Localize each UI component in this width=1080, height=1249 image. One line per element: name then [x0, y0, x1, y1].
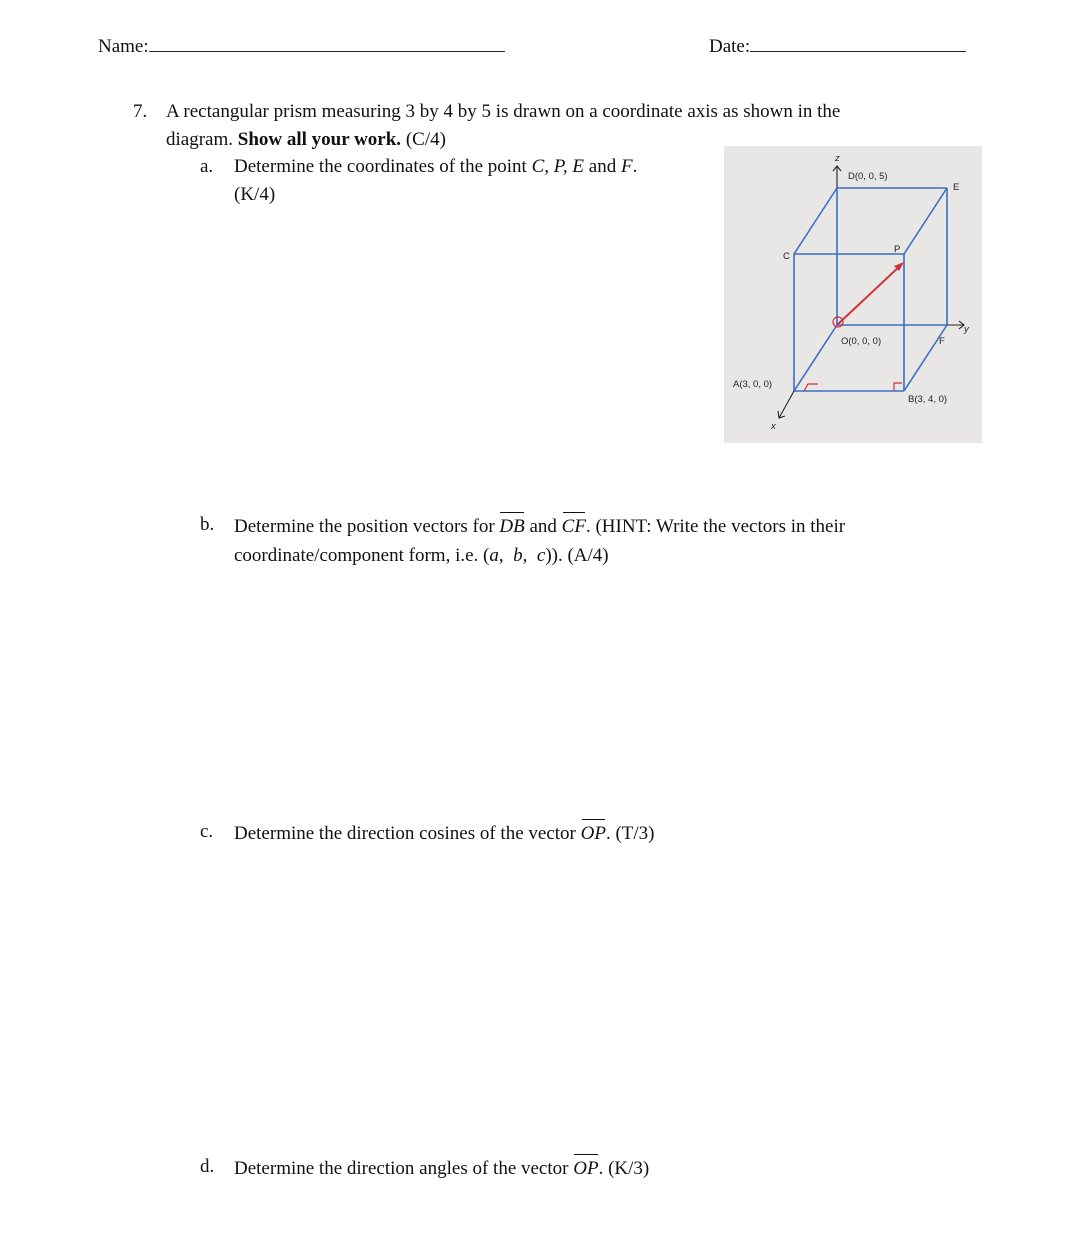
- prism-edges: [794, 188, 947, 391]
- intro-show-work: Show all your work.: [237, 129, 402, 150]
- part-c-letter: c.: [200, 821, 214, 842]
- date-label: Date:: [709, 36, 751, 57]
- part-b-line2-end: ). (A/4): [551, 545, 609, 566]
- part-b-line2: coordinate/component form, i.e. (a, b, c)). (A/4): [234, 545, 609, 566]
- prism-diagram: [724, 146, 982, 443]
- name-field: [98, 33, 505, 58]
- edge-E-P: [904, 188, 947, 254]
- part-b-and: and: [529, 516, 557, 537]
- label-O: O(0, 0, 0): [841, 336, 882, 347]
- part-a-letter: a.: [200, 156, 214, 177]
- part-b-letter: b.: [200, 514, 215, 535]
- part-a-marks: (K/4): [234, 184, 276, 205]
- vector-OP-line: [837, 265, 901, 325]
- part-b-form-b: b: [513, 545, 523, 566]
- label-z: z: [835, 153, 840, 164]
- part-d-text: [234, 1156, 649, 1180]
- part-c-text: [234, 821, 655, 845]
- part-b-form-a: a: [489, 545, 499, 566]
- label-x: x: [771, 421, 776, 432]
- label-C: C: [783, 251, 790, 262]
- part-b-line1: [234, 514, 845, 538]
- part-d-marks: . (K/3): [598, 1158, 650, 1179]
- right-angle-A: [804, 384, 818, 391]
- label-D: D(0, 0, 5): [848, 171, 888, 182]
- part-b-form-open: (: [483, 545, 490, 566]
- vector-DB: DB: [499, 516, 525, 537]
- part-a-text: [234, 156, 637, 178]
- label-B: B(3, 4, 0): [908, 394, 948, 405]
- edge-O-A: [794, 325, 837, 391]
- date-field: [709, 33, 966, 58]
- name-label: Name:: [98, 36, 149, 57]
- intro-marks: (C/4): [405, 129, 446, 150]
- label-E: E: [953, 182, 960, 193]
- part-b-text-start: Determine the position vectors for: [234, 516, 495, 537]
- part-c-marks: . (T/3): [605, 823, 655, 844]
- part-c-prompt: Determine the direction cosines of the vector: [234, 823, 576, 844]
- part-a-and: and: [588, 156, 617, 177]
- part-d-letter: d.: [200, 1156, 215, 1177]
- right-angle-B: [894, 383, 902, 391]
- question-intro-line1: A rectangular prism measuring 3 by 4 by 5 is drawn on a coordinate axis as shown in the: [166, 101, 841, 122]
- part-d-prompt: Determine the direction angles of the vector: [234, 1158, 569, 1179]
- part-a-text-start: Determine the coordinates of the point: [234, 156, 527, 177]
- x-axis-line: [779, 391, 794, 418]
- prism-diagram-svg: [724, 146, 982, 443]
- part-b-form-c: c: [536, 545, 546, 566]
- vector-OP-c: OP: [580, 823, 606, 844]
- label-y: y: [964, 324, 969, 335]
- part-b-line2-start: coordinate/component form, i.e.: [234, 545, 479, 566]
- intro-diagram-word: diagram.: [166, 129, 234, 150]
- vector-OP-d: OP: [573, 1158, 599, 1179]
- label-P: P: [894, 244, 901, 255]
- part-a-period: .: [632, 156, 638, 177]
- part-a-point-last: F: [620, 156, 633, 177]
- edge-B-F: [904, 325, 947, 391]
- question-intro-line2: [166, 129, 446, 151]
- vector-CF: CF: [561, 516, 586, 537]
- name-blank-line[interactable]: [149, 33, 505, 52]
- label-F: F: [939, 336, 945, 347]
- part-a-points: C, P, E: [531, 156, 585, 177]
- part-b-form-close: ): [545, 545, 552, 566]
- part-b-hint: . (HINT: Write the vectors in their: [585, 516, 846, 537]
- label-A: A(3, 0, 0): [733, 379, 773, 390]
- edge-D-C: [794, 188, 837, 254]
- date-blank-line[interactable]: [750, 33, 966, 52]
- question-number: 7.: [133, 101, 148, 122]
